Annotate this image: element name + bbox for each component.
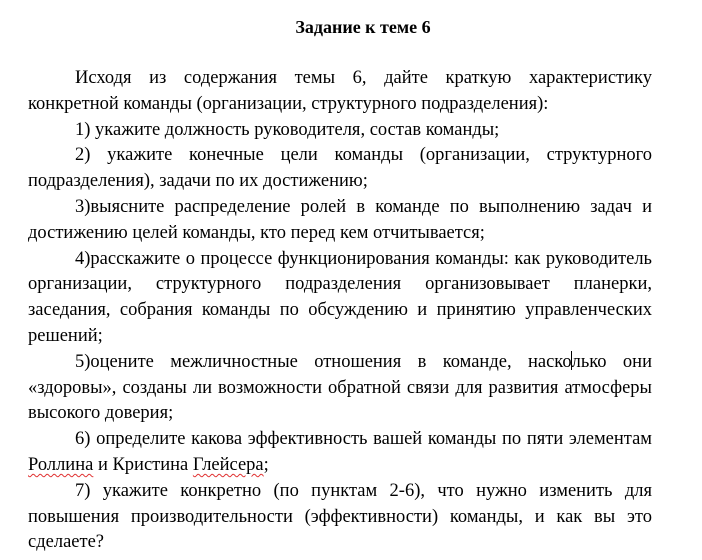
list-item-5-text-end: лько они «здоровы», созданы ли возможности обратной связи для развития атмосферы высокого доверия; <box>28 351 652 424</box>
list-item-3: 3)выясните распределение ролей в команде по выполнению задач и достижению целей команды, кто перед кем отчитывается; <box>28 196 652 243</box>
list-item-1: 1) укажите должность руководителя, состав команды; <box>75 119 500 140</box>
list-item-6-middle: и Кристина <box>93 454 193 475</box>
document-title: Задание к теме 6 <box>295 17 431 37</box>
list-item-4: 4)расскажите о процессе функционирования команды: как руководитель организации, структурного подразделения организовывает планерки, заседания, собрания команды по обсуждению и принятию управленческих решений; <box>28 248 652 346</box>
document-body <box>28 66 652 556</box>
spellcheck-word-1[interactable]: Роллина <box>28 454 94 475</box>
list-item-5-text-start: 5)оцените межличностные отношения в команде, наско <box>75 351 572 372</box>
list-item-2: 2) укажите конечные цели команды (организации, структурного подразделения), задачи по их достижению; <box>28 145 652 192</box>
list-item-6-prefix: 6) определите какова эффективность вашей команды по пяти элементам <box>75 429 652 450</box>
spellcheck-word-2[interactable]: Глейсера <box>192 454 264 475</box>
list-item-7: 7) укажите конкретно (по пунктам 2-6), что нужно изменить для повышения производительности (эффективности) команды, и как вы это сделаете? <box>28 480 652 553</box>
intro-paragraph: Исходя из содержания темы 6, дайте краткую характеристику конкретной команды (организации, структурного подразделения): <box>28 68 652 114</box>
list-item-5 <box>28 350 652 427</box>
list-item-6-suffix: ; <box>263 454 269 475</box>
list-item-6 <box>28 427 652 479</box>
